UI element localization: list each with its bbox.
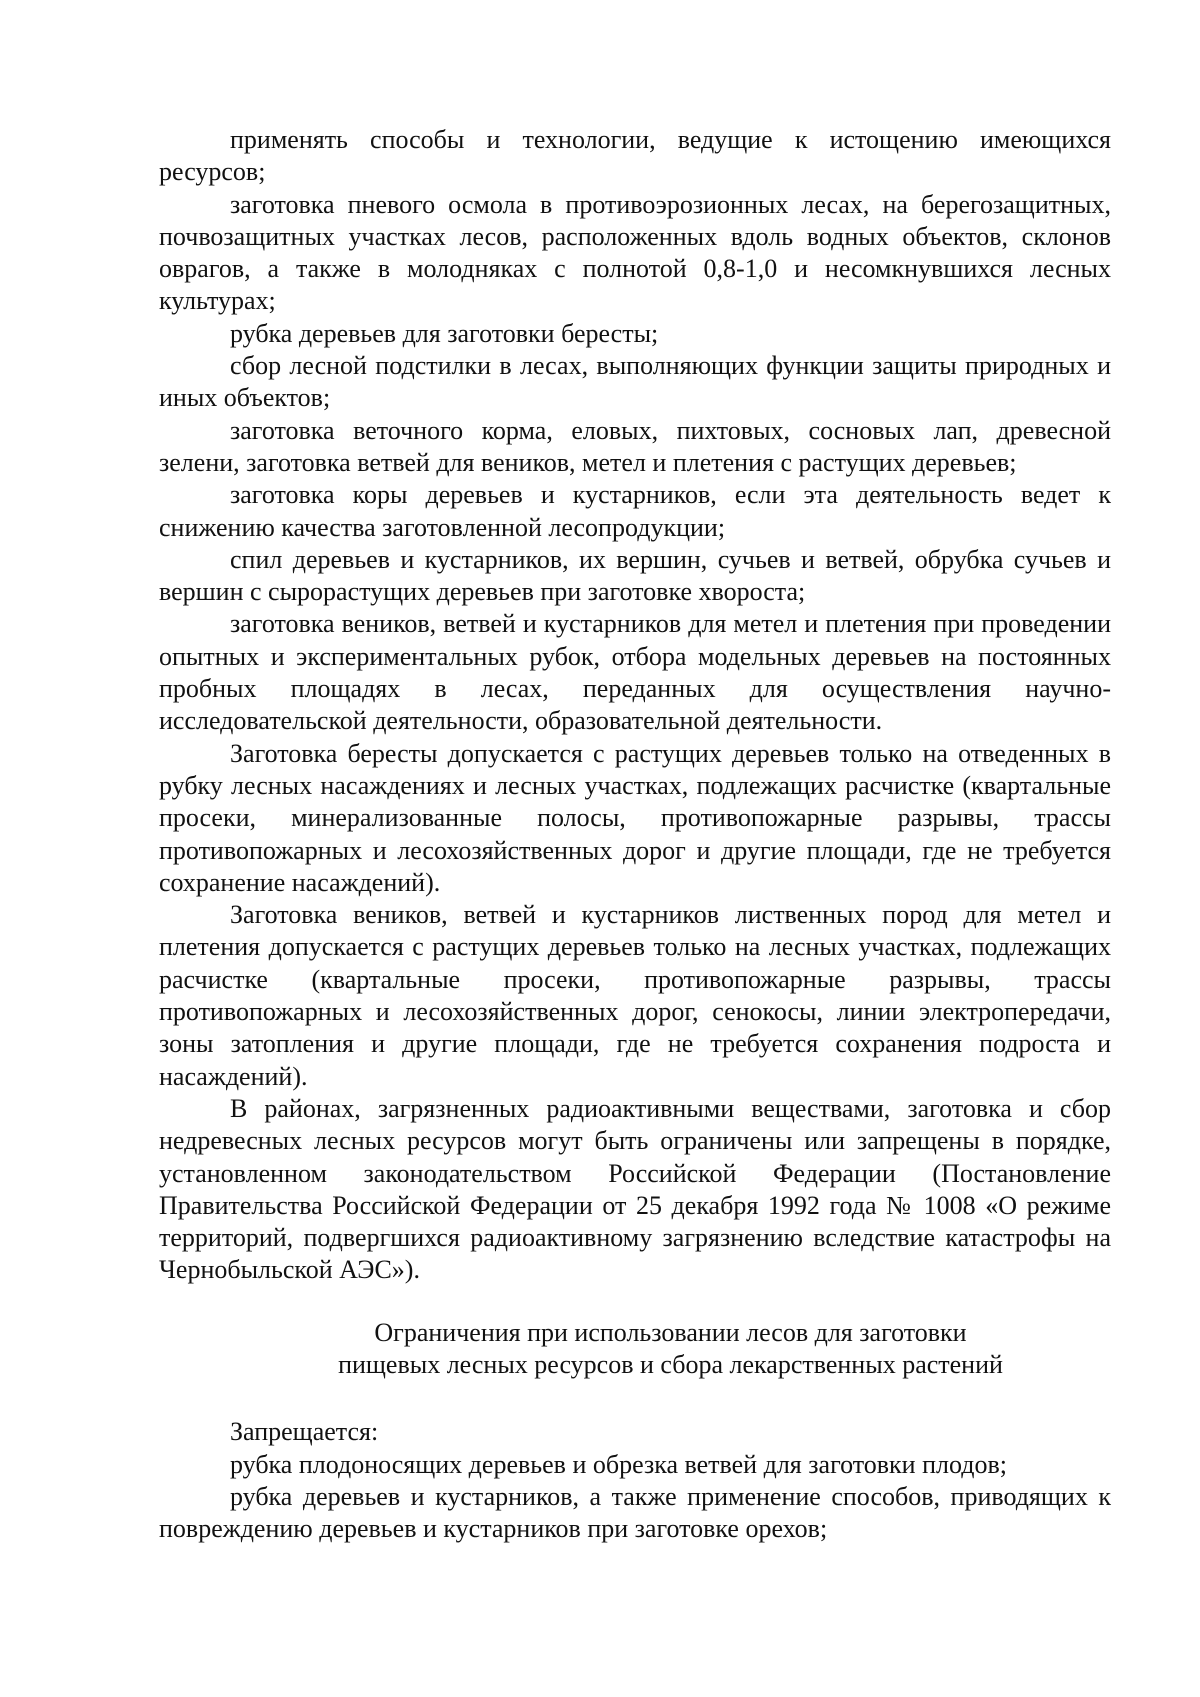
spacer — [159, 1287, 1111, 1317]
paragraph: Запрещается: — [230, 1417, 379, 1447]
paragraph: заготовка коры деревьев и кустарников, если эта деятельность ведет к снижению качества заготовленной лесопродукции; — [159, 480, 1111, 542]
paragraph: заготовка веточного корма, еловых, пихтовых, сосновых лап, древесной зелени, заготовка ветвей для веников, метел и плетения с растущих деревьев; — [159, 415, 1111, 477]
section-heading-line: пищевых лесных ресурсов и сбора лекарственных растений — [338, 1349, 1003, 1379]
paragraph: В районах, загрязненных радиоактивными веществами, заготовка и сбор недревесных лесных ресурсов могут быть ограничены или запрещены в порядке, установленном законодательством Российской Федерации (Постановление Правительства Российской Федерации от 25 декабря 1992 года № 1008 «О режиме территорий, подвергшихся радиоактивному загрязнению вследствие катастрофы на Чернобыльской АЭС»). — [159, 1093, 1111, 1285]
paragraph: заготовка веников, ветвей и кустарников для метел и плетения при проведении опытных и экспериментальных рубок, отбора модельных деревьев на постоянных пробных площадях в лесах, переданных для осуществления научно-исследовательской деятельности, образовательной деятельности. — [159, 609, 1111, 736]
section-heading-line: Ограничения при использовании лесов для заготовки — [374, 1317, 967, 1347]
paragraph: Заготовка веников, ветвей и кустарников лиственных пород для метел и плетения допускается с растущих деревьев только на лесных участках, подлежащих расчистке (квартальные просеки, противопожарные разрывы, трассы противопожарных и лесохозяйственных дорог, сенокосы, линии электропередачи, зоны затопления и другие площади, где не требуется сохранения подроста и насаждений). — [159, 900, 1111, 1091]
paragraph: Заготовка бересты допускается с растущих деревьев только на отведенных в рубку лесных насаждениях и лесных участках, подлежащих расчистке (квартальные просеки, минерализованные полосы, противопожарные разрывы, трассы противопожарных и лесохозяйственных дорог и другие площади, где не требуется сохранение насаждений). — [159, 738, 1111, 897]
paragraph: заготовка пневого осмола в противоэрозионных лесах, на берегозащитных, почвозащитных участках лесов, расположенных вдоль водных объектов, склонов оврагов, а также в молодняках с полнотой 0,8-1,0 и несомкнувшихся лесных культурах; — [159, 189, 1111, 316]
paragraph: сбор лесной подстилки в лесах, выполняющих функции защиты природных и иных объектов; — [159, 351, 1111, 413]
paragraph: рубка плодоносящих деревьев и обрезка ветвей для заготовки плодов; — [230, 1449, 1007, 1479]
section-heading — [159, 1317, 1111, 1382]
paragraph: рубка деревьев для заготовки бересты; — [230, 318, 659, 348]
document-body — [159, 124, 1111, 1545]
paragraph: применять способы и технологии, ведущие к истощению имеющихся ресурсов; — [159, 125, 1111, 187]
paragraph: рубка деревьев и кустарников, а также применение способов, приводящих к повреждению деревьев и кустарников при заготовке орехов; — [159, 1481, 1111, 1544]
spacer — [159, 1381, 1111, 1416]
paragraph: спил деревьев и кустарников, их вершин, сучьев и ветвей, обрубка сучьев и вершин с сырорастущих деревьев при заготовке хвороста; — [159, 544, 1111, 607]
